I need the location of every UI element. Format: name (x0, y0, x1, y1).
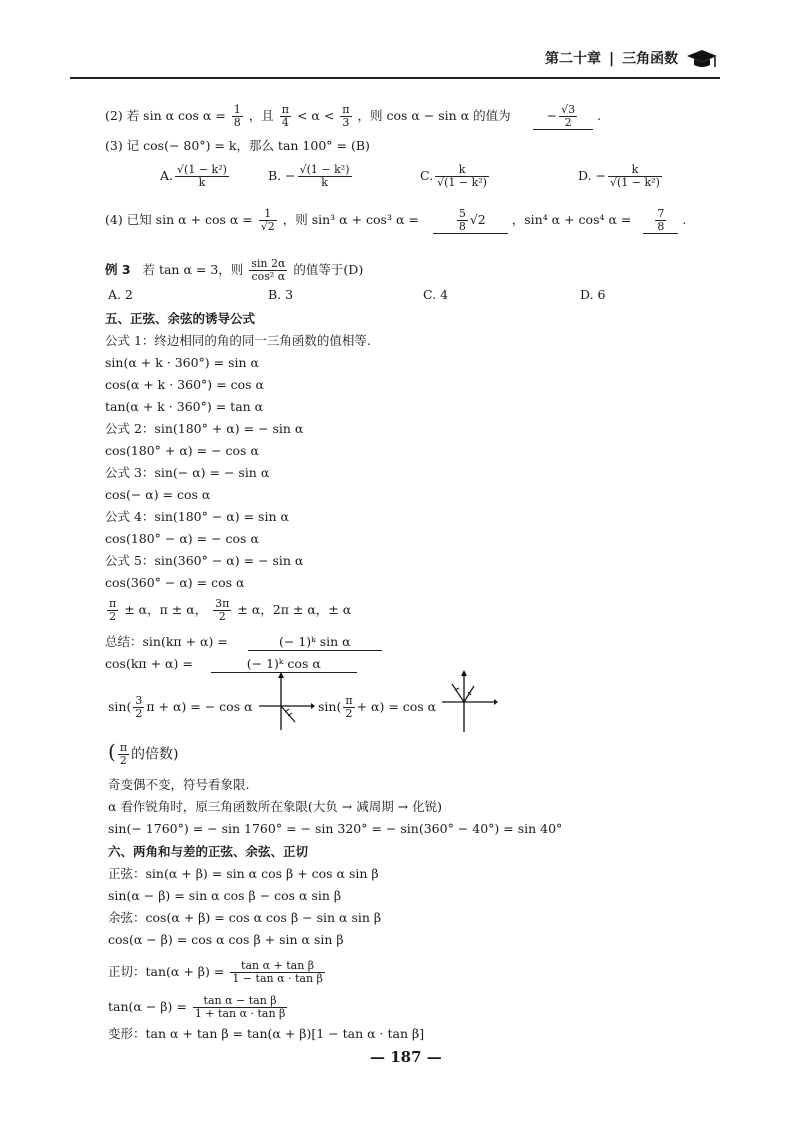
mnemonic-rule: 奇变偶不变，符号看象限. (108, 777, 250, 792)
multiple-of-pi-over-2: ( $\frac{\pi}{2}$ 的倍数) (108, 739, 179, 767)
answer-blank: $\frac{5}{8}$ √2 (433, 208, 508, 234)
formula-line: 变形：tan α + tan β = tan(α + β)[1 − tan α · tan β] (108, 1026, 425, 1041)
answer-blank: $\frac{7}{8}$ (643, 208, 678, 234)
section-heading: 五、正弦、余弦的诱导公式 (105, 311, 256, 326)
summary-sin: 总结：sin(kπ + α) = (− 1)ᵏ sin α (105, 634, 382, 651)
header-rule (70, 77, 720, 79)
answer-blank: − $\frac{√3}{2}$ (533, 104, 594, 130)
formula-line: cos(− α) = cos α (105, 487, 211, 502)
formula-line: 余弦：cos(α + β) = cos α cos β − sin α sin β (108, 910, 382, 925)
tangent-diff-formula: tan(α − β) = $\frac{\text{tan α − tan β}}{\text{1 + tan α · tan β}}$ (108, 994, 286, 1020)
example-3: 例 3 若 tan α = 3，则 $\frac{\sin 2\alpha}{\text{cos² α}}$ 的值等于(D) (105, 257, 364, 283)
problem-2: (2) 若 sin α cos α = $\frac{1}{8}$ ，且 $\frac{\pi}{4}$ < α < $\frac{\pi}{3}$ ，则 cos α − sin α 的值为 − $\frac{√3}{2}$ . (105, 103, 602, 129)
formula-line: sin(α + k · 360°) = sin α (105, 355, 259, 370)
formula-line: cos(α + k · 360°) = cos α (105, 377, 264, 392)
ex3-option-d: D. 6 (580, 287, 606, 302)
formula-line: 公式 4：sin(180° − α) = sin α (105, 509, 289, 524)
formula-line: cos(α − β) = cos α cos β + sin α sin β (108, 932, 344, 947)
formula-line: 公式 1：终边相同的角的同一三角函数的值相等. (105, 333, 371, 348)
angle-list: $\frac{\pi}{2}$ ± α，π ± α， $\frac{3\pi}{2}$ ± α，2π ± α，± α (109, 597, 352, 623)
option-d: D. − $\frac{k}{\text{√(1 − k²)}}$ (578, 163, 660, 189)
answer-blank: (− 1)ᵏ sin α (248, 634, 382, 651)
example-sin-3pi-over-2: sin( $\frac{3}{2}$ π + α) = − cos α (108, 694, 253, 720)
problem-3: (3) 记 cos(− 80°) = k，那么 tan 100° = (B) (105, 138, 370, 153)
formula-line: 公式 5：sin(360° − α) = − sin α (105, 553, 304, 568)
option-c: C. $\frac{k}{\text{√(1 − k²)}}$ (420, 163, 487, 189)
worked-example: sin(− 1760°) = − sin 1760° = − sin 320° = − sin(360° − 40°) = sin 40° (108, 821, 563, 836)
formula-line: cos(180° − α) = − cos α (105, 531, 259, 546)
problem-4: (4) 已知 sin α + cos α = $\frac{1}{√2}$ ，则 sin³ α + cos³ α = $\frac{5}{8}$ √2 ，sin⁴ α + cos⁴ α = $\frac{7}{8}$ . (105, 207, 687, 233)
tangent-sum-formula: 正切：tan(α + β) = $\frac{\text{tan α + tan β}}{\text{1 − tan α · tan β}}$ (108, 959, 323, 985)
formula-line: 正弦：sin(α + β) = sin α cos β + cos α sin β (108, 866, 379, 881)
formula-line: cos(180° + α) = − cos α (105, 443, 259, 458)
quadrant-arrow-diagram-2 (440, 670, 500, 734)
running-header: 第二十章 | 三角函数 (545, 48, 719, 70)
ex3-option-c: C. 4 (423, 287, 449, 302)
formula-line: tan(α + k · 360°) = tan α (105, 399, 264, 414)
example-sin-pi-over-2: sin( $\frac{\pi}{2}$ + α) = cos α (318, 694, 437, 720)
ex3-option-b: B. 3 (268, 287, 294, 302)
fraction: $\frac{1}{8}$ (233, 103, 241, 129)
ex3-option-a: A. 2 (108, 287, 133, 302)
section-heading: 六、两角和与差的正弦、余弦、正切 (108, 844, 309, 859)
option-a: A. $\frac{\text{√(1 − k²)}}{k}$ (160, 163, 227, 189)
quadrant-arrow-diagram-1 (255, 672, 315, 732)
formula-line: 公式 2：sin(180° + α) = − sin α (105, 421, 304, 436)
option-b: B. − $\frac{\text{√(1 − k²)}}{k}$ (268, 163, 350, 189)
fraction: $\frac{\pi}{3}$ (342, 103, 350, 129)
chapter-label: 第二十章 (545, 51, 601, 67)
answer-blank: (− 1)ᵏ cos α (211, 656, 357, 673)
formula-line: 公式 3：sin(− α) = − sin α (105, 465, 270, 480)
chapter-title: 三角函数 (622, 51, 679, 67)
graduation-cap-icon (685, 48, 719, 70)
fraction: $\frac{\pi}{4}$ (281, 103, 289, 129)
formula-line: cos(360° − α) = cos α (105, 575, 245, 590)
page-number: — 187 — (370, 1048, 442, 1066)
quadrant-rule: α 看作锐角时，原三角函数所在象限(大负 → 减周期 → 化锐) (108, 799, 443, 814)
formula-line: sin(α − β) = sin α cos β − cos α sin β (108, 888, 342, 903)
summary-cos: cos(kπ + α) = (− 1)ᵏ cos α (105, 656, 357, 673)
